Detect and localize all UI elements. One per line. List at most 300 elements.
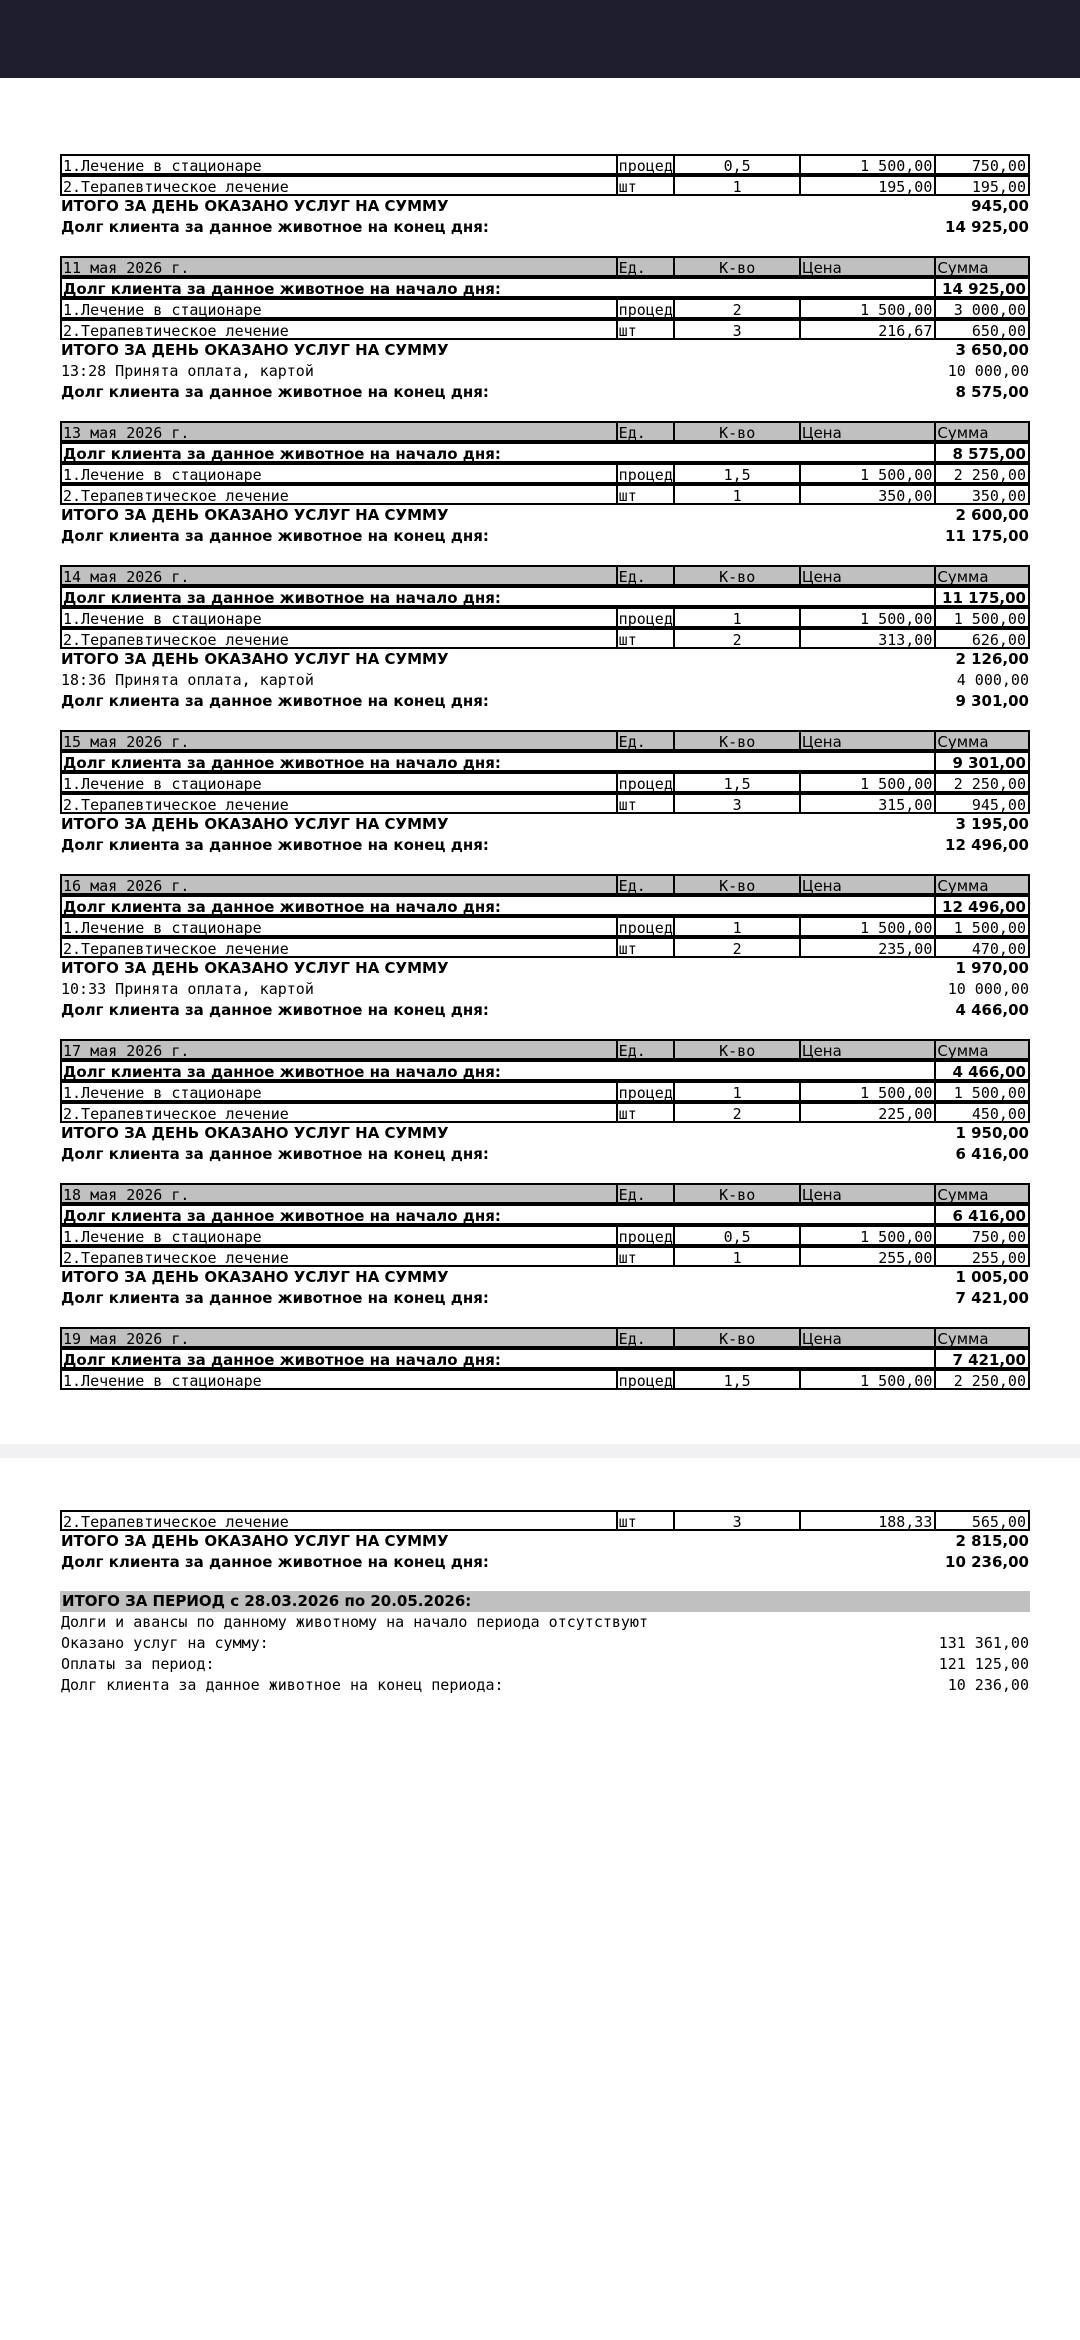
closing-debt-value: 8 575,00 bbox=[955, 383, 1029, 401]
opening-debt-row bbox=[60, 1060, 1030, 1081]
day-block bbox=[60, 1039, 1030, 1165]
service-sum: 2 250,00 bbox=[934, 1371, 1028, 1388]
service-price: 1 500,00 bbox=[799, 918, 934, 935]
service-name: 1.Лечение в стационаре bbox=[63, 919, 262, 935]
opening-debt-label: Долг клиента за данное животное на начало дня: bbox=[63, 1063, 501, 1079]
service-sum: 3 000,00 bbox=[934, 300, 1028, 317]
opening-debt-cells bbox=[62, 588, 1028, 605]
service-row-cells bbox=[62, 465, 1028, 482]
closing-debt-label: Долг клиента за данное животное на конец дня: bbox=[61, 836, 489, 854]
day-total-label: ИТОГО ЗА ДЕНЬ ОКАЗАНО УСЛУГ НА СУММУ bbox=[61, 1268, 449, 1286]
col-header-qty: К-во bbox=[673, 876, 798, 893]
opening-debt-row bbox=[60, 586, 1030, 607]
closing-debt-label: Долг клиента за данное животное на конец дня: bbox=[61, 218, 489, 236]
opening-debt-row bbox=[60, 895, 1030, 916]
day-header-cells bbox=[62, 1329, 1028, 1346]
opening-debt-cells bbox=[62, 897, 1028, 914]
service-row bbox=[60, 154, 1030, 175]
service-qty: 1 bbox=[673, 177, 798, 194]
service-row-cells bbox=[62, 177, 1028, 194]
service-row bbox=[60, 1102, 1030, 1123]
service-row-cells bbox=[62, 630, 1028, 647]
service-row-cells bbox=[62, 300, 1028, 317]
service-row-cells bbox=[62, 918, 1028, 935]
day-header-row bbox=[60, 421, 1030, 442]
day-total bbox=[60, 958, 1030, 979]
day-block bbox=[60, 1327, 1030, 1390]
col-header-sum: Сумма bbox=[934, 423, 1028, 440]
service-qty: 2 bbox=[673, 300, 798, 317]
col-header-price: Цена bbox=[799, 567, 934, 584]
col-header-price: Цена bbox=[799, 1041, 934, 1058]
day-total bbox=[60, 196, 1030, 217]
service-name: 2.Терапевтическое лечение bbox=[63, 487, 289, 503]
payment-row bbox=[60, 979, 1030, 1000]
service-price: 1 500,00 bbox=[799, 774, 934, 791]
service-price: 235,00 bbox=[799, 939, 934, 956]
day-block bbox=[60, 565, 1030, 712]
payment-text: 18:36 Принята оплата, картой bbox=[61, 671, 314, 689]
period-summary-value: 121 125,00 bbox=[938, 1655, 1029, 1673]
closing-debt-label: Долг клиента за данное животное на конец дня: bbox=[61, 383, 489, 401]
day-header-cells bbox=[62, 876, 1028, 893]
service-sum: 945,00 bbox=[934, 795, 1028, 812]
service-row-cells bbox=[62, 795, 1028, 812]
service-qty: 1 bbox=[673, 1083, 798, 1100]
day-total-label: ИТОГО ЗА ДЕНЬ ОКАЗАНО УСЛУГ НА СУММУ bbox=[61, 197, 449, 215]
day-total bbox=[60, 1531, 1030, 1552]
opening-debt-label: Долг клиента за данное животное на начало дня: bbox=[63, 445, 501, 461]
col-header-unit: Ед. bbox=[616, 732, 674, 749]
col-header-price: Цена bbox=[799, 1185, 934, 1202]
closing-debt-label: Долг клиента за данное животное на конец дня: bbox=[61, 1289, 489, 1307]
service-sum: 1 500,00 bbox=[934, 918, 1028, 935]
col-header-price: Цена bbox=[799, 1329, 934, 1346]
service-unit: шт bbox=[616, 795, 674, 812]
col-header-price: Цена bbox=[799, 876, 934, 893]
closing-debt-value: 7 421,00 bbox=[955, 1289, 1029, 1307]
service-sum: 2 250,00 bbox=[934, 465, 1028, 482]
service-row-cells bbox=[62, 156, 1028, 173]
service-price: 1 500,00 bbox=[799, 1083, 934, 1100]
service-qty: 2 bbox=[673, 1104, 798, 1121]
closing-debt bbox=[60, 1552, 1030, 1573]
period-summary-row bbox=[60, 1675, 1030, 1696]
day-total-value: 1 970,00 bbox=[955, 959, 1029, 977]
opening-debt-value: 8 575,00 bbox=[934, 444, 1028, 461]
payment-text: 13:28 Принята оплата, картой bbox=[61, 362, 314, 380]
closing-debt bbox=[60, 835, 1030, 856]
opening-debt-cells bbox=[62, 444, 1028, 461]
col-header-qty: К-во bbox=[673, 1041, 798, 1058]
day-header-cells bbox=[62, 423, 1028, 440]
service-name: 2.Терапевтическое лечение bbox=[63, 322, 289, 338]
service-row-cells bbox=[62, 1083, 1028, 1100]
payment-amount: 4 000,00 bbox=[956, 671, 1029, 689]
service-name: 2.Терапевтическое лечение bbox=[63, 1249, 289, 1265]
service-name: 1.Лечение в стационаре bbox=[63, 466, 262, 482]
day-date: 15 мая 2026 г. bbox=[63, 733, 190, 749]
day-total-value: 2 126,00 bbox=[955, 650, 1029, 668]
col-header-qty: К-во bbox=[673, 423, 798, 440]
service-name: 2.Терапевтическое лечение bbox=[63, 178, 289, 194]
day-total bbox=[60, 649, 1030, 670]
period-summary-row bbox=[60, 1633, 1030, 1654]
day-total-label: ИТОГО ЗА ДЕНЬ ОКАЗАНО УСЛУГ НА СУММУ bbox=[61, 959, 449, 977]
day-total-label: ИТОГО ЗА ДЕНЬ ОКАЗАНО УСЛУГ НА СУММУ bbox=[61, 341, 449, 359]
service-price: 1 500,00 bbox=[799, 1227, 934, 1244]
opening-debt-value: 4 466,00 bbox=[934, 1062, 1028, 1079]
col-header-sum: Сумма bbox=[934, 876, 1028, 893]
service-price: 1 500,00 bbox=[799, 1371, 934, 1388]
closing-debt-label: Долг клиента за данное животное на конец дня: bbox=[61, 692, 489, 710]
opening-debt-value: 9 301,00 bbox=[934, 753, 1028, 770]
service-price: 315,00 bbox=[799, 795, 934, 812]
closing-debt bbox=[60, 1288, 1030, 1309]
day-block bbox=[60, 730, 1030, 856]
service-price: 195,00 bbox=[799, 177, 934, 194]
opening-debt-cells bbox=[62, 1350, 1028, 1367]
day-header-row bbox=[60, 1039, 1030, 1060]
service-sum: 750,00 bbox=[934, 156, 1028, 173]
opening-debt-cells bbox=[62, 1206, 1028, 1223]
opening-debt-row bbox=[60, 751, 1030, 772]
period-summary-label: Оказано услуг на сумму: bbox=[61, 1634, 269, 1652]
opening-debt-value: 6 416,00 bbox=[934, 1206, 1028, 1223]
day-header-cells bbox=[62, 258, 1028, 275]
service-row bbox=[60, 1510, 1030, 1531]
service-row bbox=[60, 607, 1030, 628]
day-block-continued bbox=[60, 1510, 1030, 1573]
col-header-unit: Ед. bbox=[616, 423, 674, 440]
service-row bbox=[60, 916, 1030, 937]
col-header-price: Цена bbox=[799, 732, 934, 749]
service-row bbox=[60, 793, 1030, 814]
closing-debt bbox=[60, 382, 1030, 403]
closing-debt-value: 14 925,00 bbox=[945, 218, 1029, 236]
opening-debt-row bbox=[60, 1348, 1030, 1369]
col-header-qty: К-во bbox=[673, 732, 798, 749]
service-unit: шт bbox=[616, 321, 674, 338]
closing-debt-value: 11 175,00 bbox=[945, 527, 1029, 545]
opening-debt-cells bbox=[62, 1062, 1028, 1079]
opening-debt-label: Долг клиента за данное животное на начало дня: bbox=[63, 589, 501, 605]
service-row-cells bbox=[62, 321, 1028, 338]
service-name: 1.Лечение в стационаре bbox=[63, 1228, 262, 1244]
closing-debt bbox=[60, 526, 1030, 547]
service-name: 2.Терапевтическое лечение bbox=[63, 796, 289, 812]
service-sum: 350,00 bbox=[934, 486, 1028, 503]
day-header-cells bbox=[62, 732, 1028, 749]
period-summary-value: 10 236,00 bbox=[947, 1676, 1029, 1694]
service-sum: 650,00 bbox=[934, 321, 1028, 338]
day-total-value: 2 600,00 bbox=[955, 506, 1029, 524]
service-row bbox=[60, 1225, 1030, 1246]
service-unit: шт bbox=[616, 1104, 674, 1121]
day-total bbox=[60, 1267, 1030, 1288]
closing-debt-label: Долг клиента за данное животное на конец дня: bbox=[61, 527, 489, 545]
service-unit: шт bbox=[616, 1512, 674, 1529]
service-unit: процед bbox=[616, 300, 674, 317]
service-name: 2.Терапевтическое лечение bbox=[63, 631, 289, 647]
closing-debt-value: 12 496,00 bbox=[945, 836, 1029, 854]
service-price: 350,00 bbox=[799, 486, 934, 503]
closing-debt bbox=[60, 691, 1030, 712]
service-name: 1.Лечение в стационаре bbox=[63, 1084, 262, 1100]
report-page-2 bbox=[60, 1510, 1030, 1696]
service-qty: 1 bbox=[673, 609, 798, 626]
service-row bbox=[60, 175, 1030, 196]
service-unit: шт bbox=[616, 939, 674, 956]
day-block bbox=[60, 874, 1030, 1021]
top-app-bar bbox=[0, 0, 1080, 78]
opening-debt-label: Долг клиента за данное животное на начало дня: bbox=[63, 898, 501, 914]
day-date: 14 мая 2026 г. bbox=[63, 568, 190, 584]
service-qty: 1 bbox=[673, 486, 798, 503]
service-price: 216,67 bbox=[799, 321, 934, 338]
day-total-label: ИТОГО ЗА ДЕНЬ ОКАЗАНО УСЛУГ НА СУММУ bbox=[61, 650, 449, 668]
day-total-label: ИТОГО ЗА ДЕНЬ ОКАЗАНО УСЛУГ НА СУММУ bbox=[61, 506, 449, 524]
service-row-cells bbox=[62, 486, 1028, 503]
col-header-unit: Ед. bbox=[616, 1329, 674, 1346]
service-sum: 626,00 bbox=[934, 630, 1028, 647]
service-qty: 0,5 bbox=[673, 1227, 798, 1244]
service-price: 188,33 bbox=[799, 1512, 934, 1529]
opening-debt-cells bbox=[62, 279, 1028, 296]
opening-debt-value: 7 421,00 bbox=[934, 1350, 1028, 1367]
col-header-qty: К-во bbox=[673, 1185, 798, 1202]
service-unit: процед bbox=[616, 156, 674, 173]
service-unit: шт bbox=[616, 630, 674, 647]
service-qty: 3 bbox=[673, 321, 798, 338]
day-header-cells bbox=[62, 567, 1028, 584]
day-block bbox=[60, 1183, 1030, 1309]
service-price: 313,00 bbox=[799, 630, 934, 647]
service-unit: процед bbox=[616, 609, 674, 626]
opening-debt-value: 11 175,00 bbox=[934, 588, 1028, 605]
day-block bbox=[60, 256, 1030, 403]
service-row-cells bbox=[62, 1248, 1028, 1265]
col-header-sum: Сумма bbox=[934, 1041, 1028, 1058]
day-total-value: 945,00 bbox=[971, 197, 1029, 215]
period-note-text: Долги и авансы по данному животному на начало периода отсутствуют bbox=[61, 1613, 648, 1631]
closing-debt bbox=[60, 1000, 1030, 1021]
day-header-cells bbox=[62, 1041, 1028, 1058]
day-total-label: ИТОГО ЗА ДЕНЬ ОКАЗАНО УСЛУГ НА СУММУ bbox=[61, 1124, 449, 1142]
service-row-cells bbox=[62, 1104, 1028, 1121]
service-row bbox=[60, 1081, 1030, 1102]
day-date: 11 мая 2026 г. bbox=[63, 259, 190, 275]
opening-debt-label: Долг клиента за данное животное на начало дня: bbox=[63, 1351, 501, 1367]
service-price: 1 500,00 bbox=[799, 465, 934, 482]
day-total-value: 1 950,00 bbox=[955, 1124, 1029, 1142]
service-unit: шт bbox=[616, 1248, 674, 1265]
service-sum: 750,00 bbox=[934, 1227, 1028, 1244]
service-name: 1.Лечение в стационаре bbox=[63, 775, 262, 791]
service-price: 1 500,00 bbox=[799, 156, 934, 173]
day-date: 18 мая 2026 г. bbox=[63, 1186, 190, 1202]
opening-debt-value: 14 925,00 bbox=[934, 279, 1028, 296]
service-unit: шт bbox=[616, 177, 674, 194]
service-row bbox=[60, 298, 1030, 319]
service-price: 255,00 bbox=[799, 1248, 934, 1265]
service-row-cells bbox=[62, 939, 1028, 956]
opening-debt-value: 12 496,00 bbox=[934, 897, 1028, 914]
service-price: 1 500,00 bbox=[799, 609, 934, 626]
service-sum: 195,00 bbox=[934, 177, 1028, 194]
opening-debt-label: Долг клиента за данное животное на начало дня: bbox=[63, 280, 501, 296]
service-row-cells bbox=[62, 609, 1028, 626]
service-name: 2.Терапевтическое лечение bbox=[63, 1513, 289, 1529]
col-header-unit: Ед. bbox=[616, 1041, 674, 1058]
col-header-sum: Сумма bbox=[934, 1185, 1028, 1202]
service-sum: 1 500,00 bbox=[934, 1083, 1028, 1100]
opening-debt-row bbox=[60, 442, 1030, 463]
closing-debt-value: 6 416,00 bbox=[955, 1145, 1029, 1163]
day-block bbox=[60, 421, 1030, 547]
service-qty: 3 bbox=[673, 1512, 798, 1529]
service-qty: 1,5 bbox=[673, 465, 798, 482]
closing-debt-value: 4 466,00 bbox=[955, 1001, 1029, 1019]
opening-debt-cells bbox=[62, 753, 1028, 770]
day-total bbox=[60, 340, 1030, 361]
service-row bbox=[60, 463, 1030, 484]
service-name: 1.Лечение в стационаре bbox=[63, 1372, 262, 1388]
opening-debt-row bbox=[60, 277, 1030, 298]
service-unit: процед bbox=[616, 465, 674, 482]
closing-debt-value: 9 301,00 bbox=[955, 692, 1029, 710]
day-total-label: ИТОГО ЗА ДЕНЬ ОКАЗАНО УСЛУГ НА СУММУ bbox=[61, 815, 449, 833]
service-row-cells bbox=[62, 1512, 1028, 1529]
service-sum: 2 250,00 bbox=[934, 774, 1028, 791]
closing-debt-label: Долг клиента за данное животное на конец дня: bbox=[61, 1145, 489, 1163]
service-sum: 1 500,00 bbox=[934, 609, 1028, 626]
payment-amount: 10 000,00 bbox=[947, 362, 1029, 380]
service-row bbox=[60, 319, 1030, 340]
day-header-row bbox=[60, 730, 1030, 751]
closing-debt bbox=[60, 217, 1030, 238]
service-row bbox=[60, 937, 1030, 958]
col-header-price: Цена bbox=[799, 423, 934, 440]
day-date: 19 мая 2026 г. bbox=[63, 1330, 190, 1346]
day-total bbox=[60, 1123, 1030, 1144]
page-divider bbox=[0, 1444, 1080, 1458]
col-header-qty: К-во bbox=[673, 258, 798, 275]
col-header-sum: Сумма bbox=[934, 567, 1028, 584]
service-unit: процед bbox=[616, 1227, 674, 1244]
service-row bbox=[60, 628, 1030, 649]
service-qty: 0,5 bbox=[673, 156, 798, 173]
service-price: 1 500,00 bbox=[799, 300, 934, 317]
day-total-value: 3 195,00 bbox=[955, 815, 1029, 833]
col-header-qty: К-во bbox=[673, 567, 798, 584]
col-header-unit: Ед. bbox=[616, 258, 674, 275]
opening-debt-row bbox=[60, 1204, 1030, 1225]
service-name: 1.Лечение в стационаре bbox=[63, 157, 262, 173]
service-name: 1.Лечение в стационаре bbox=[63, 301, 262, 317]
period-summary-label: Оплаты за период: bbox=[61, 1655, 215, 1673]
service-qty: 1,5 bbox=[673, 1371, 798, 1388]
opening-debt-label: Долг клиента за данное животное на начало дня: bbox=[63, 1207, 501, 1223]
service-name: 2.Терапевтическое лечение bbox=[63, 1105, 289, 1121]
payment-row bbox=[60, 361, 1030, 382]
service-name: 2.Терапевтическое лечение bbox=[63, 940, 289, 956]
service-sum: 565,00 bbox=[934, 1512, 1028, 1529]
service-row bbox=[60, 1246, 1030, 1267]
service-name: 1.Лечение в стационаре bbox=[63, 610, 262, 626]
service-qty: 1,5 bbox=[673, 774, 798, 791]
period-summary-title: ИТОГО ЗА ПЕРИОД с 28.03.2026 по 20.05.2026: bbox=[60, 1591, 1030, 1612]
service-sum: 255,00 bbox=[934, 1248, 1028, 1265]
service-unit: процед bbox=[616, 774, 674, 791]
service-qty: 1 bbox=[673, 1248, 798, 1265]
payment-row bbox=[60, 670, 1030, 691]
day-header-row bbox=[60, 874, 1030, 895]
service-row-cells bbox=[62, 1371, 1028, 1388]
closing-debt-label: Долг клиента за данное животное на конец дня: bbox=[61, 1001, 489, 1019]
service-sum: 450,00 bbox=[934, 1104, 1028, 1121]
service-qty: 2 bbox=[673, 630, 798, 647]
closing-debt-value: 10 236,00 bbox=[945, 1553, 1029, 1571]
payment-text: 10:33 Принята оплата, картой bbox=[61, 980, 314, 998]
period-note bbox=[60, 1612, 1030, 1633]
day-total-value: 3 650,00 bbox=[955, 341, 1029, 359]
day-date: 13 мая 2026 г. bbox=[63, 424, 190, 440]
day-header-row bbox=[60, 565, 1030, 586]
day-block-partial bbox=[60, 154, 1030, 238]
day-header-row bbox=[60, 256, 1030, 277]
service-price: 225,00 bbox=[799, 1104, 934, 1121]
col-header-unit: Ед. bbox=[616, 1185, 674, 1202]
service-qty: 1 bbox=[673, 918, 798, 935]
day-date: 17 мая 2026 г. bbox=[63, 1042, 190, 1058]
day-header-cells bbox=[62, 1185, 1028, 1202]
day-total-value: 2 815,00 bbox=[955, 1532, 1029, 1550]
period-summary-value: 131 361,00 bbox=[938, 1634, 1029, 1652]
day-total-label: ИТОГО ЗА ДЕНЬ ОКАЗАНО УСЛУГ НА СУММУ bbox=[61, 1532, 449, 1550]
period-summary-label: Долг клиента за данное животное на конец периода: bbox=[61, 1676, 504, 1694]
service-qty: 3 bbox=[673, 795, 798, 812]
service-qty: 2 bbox=[673, 939, 798, 956]
col-header-unit: Ед. bbox=[616, 567, 674, 584]
payment-amount: 10 000,00 bbox=[947, 980, 1029, 998]
col-header-sum: Сумма bbox=[934, 1329, 1028, 1346]
period-summary-row bbox=[60, 1654, 1030, 1675]
service-sum: 470,00 bbox=[934, 939, 1028, 956]
opening-debt-label: Долг клиента за данное животное на начало дня: bbox=[63, 754, 501, 770]
report-page-1 bbox=[60, 154, 1030, 1408]
service-row bbox=[60, 772, 1030, 793]
day-header-row bbox=[60, 1183, 1030, 1204]
day-total bbox=[60, 814, 1030, 835]
service-unit: процед bbox=[616, 918, 674, 935]
service-unit: шт bbox=[616, 486, 674, 503]
col-header-unit: Ед. bbox=[616, 876, 674, 893]
service-unit: процед bbox=[616, 1371, 674, 1388]
service-unit: процед bbox=[616, 1083, 674, 1100]
col-header-sum: Сумма bbox=[934, 258, 1028, 275]
service-row-cells bbox=[62, 1227, 1028, 1244]
day-date: 16 мая 2026 г. bbox=[63, 877, 190, 893]
col-header-sum: Сумма bbox=[934, 732, 1028, 749]
day-total-value: 1 005,00 bbox=[955, 1268, 1029, 1286]
closing-debt bbox=[60, 1144, 1030, 1165]
day-total bbox=[60, 505, 1030, 526]
day-header-row bbox=[60, 1327, 1030, 1348]
service-row bbox=[60, 1369, 1030, 1390]
col-header-price: Цена bbox=[799, 258, 934, 275]
service-row-cells bbox=[62, 774, 1028, 791]
